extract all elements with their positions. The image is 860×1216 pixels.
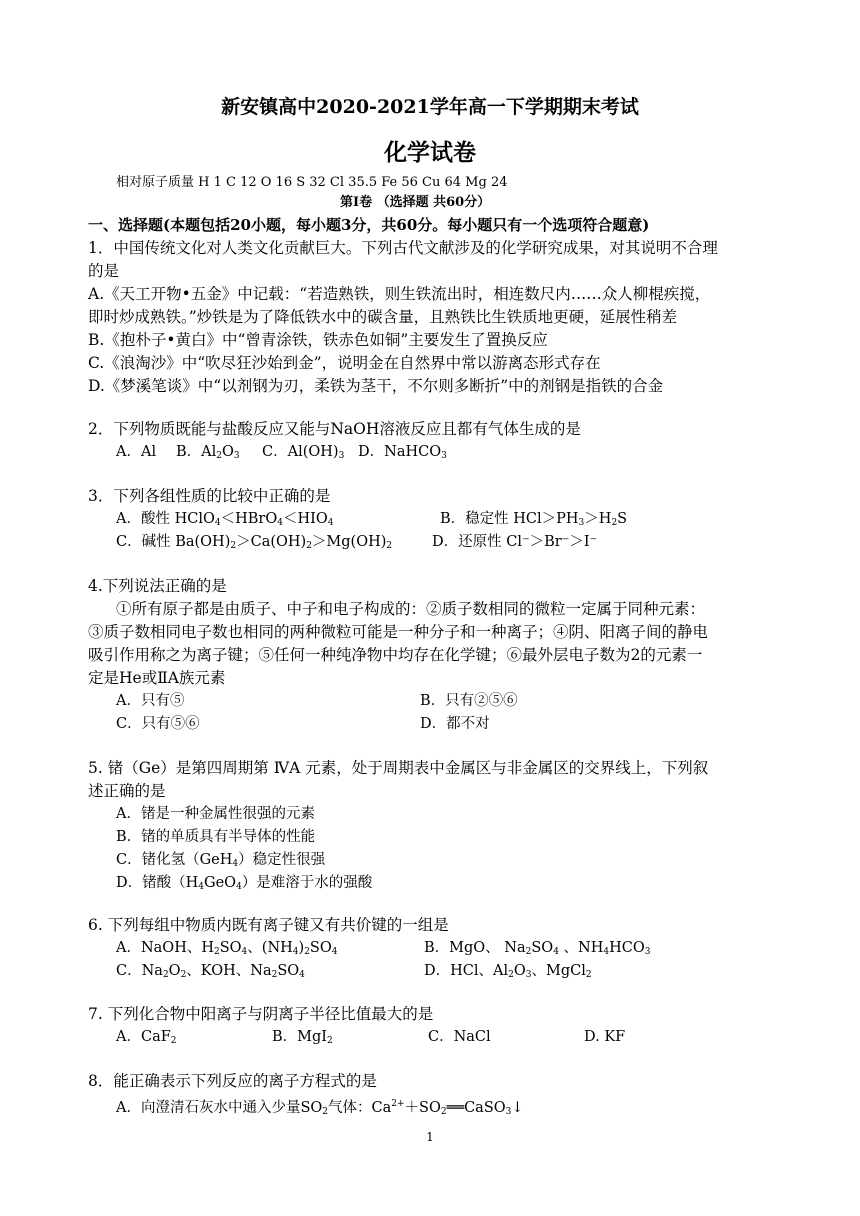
exam-title: 新安镇高中2020-2021学年高一下学期期末考试 <box>221 96 639 118</box>
q3-option-c: C．碱性 $Ba(OH)_2>Ca(OH)_2>Mg(OH)_2$ <box>116 534 393 551</box>
q2-stem: 2．下列物质既能与盐酸反应又能与NaOH溶液反应且都有气体生成的是 <box>88 420 581 438</box>
q5-option-d: D．锗酸$(H_4GeO_4)$是难溶于水的强酸 <box>116 875 373 892</box>
q5-option-a: A．锗是一种金属性很强的元素 <box>116 806 315 822</box>
q4-body-line-1: ①所有原子都是由质子、中子和电子构成的：②质子数相同的微粒一定属于同种元素： <box>116 600 706 618</box>
q1-option-b: B.《抱朴子•黄白》中“曾青涂铁，铁赤色如铜”主要发生了置换反应 <box>88 331 548 349</box>
q3-option-d: D．还原性 Cl⁻＞Br⁻＞I⁻ <box>432 534 598 550</box>
q2-option-b: B．$Al_2O_3$ <box>176 444 240 461</box>
q7-stem: 7. 下列化合物中阳离子与阴离子半径比值最大的是 <box>88 1005 434 1023</box>
part-title: 第Ⅰ卷 （选择题 共60分） <box>340 195 491 210</box>
q6-option-b: B．MgO、 $Na_2SO_4$ 、$NH_4HCO_3$ <box>424 940 651 957</box>
q8-option-a: A．向澄清石灰水中通入少量$SO_2$气体：$Ca^{2+}+SO_2══CaSO_3↓$ <box>116 1099 524 1117</box>
q1-option-a-line-2: 即时炒成熟铁。”炒铁是为了降低铁水中的碳含量，且熟铁比生铁质地更硬，延展性稍差 <box>88 308 678 326</box>
q4-option-b: B．只有②⑤⑥ <box>420 693 518 709</box>
atomic-masses: 相对原子质量 H 1 C 12 O 16 S 32 Cl 35.5 Fe 56 Cu 64 Mg 24 <box>116 175 508 190</box>
q2-option-d: D．NaHCO$_3$ <box>358 444 447 461</box>
q4-option-c: C．只有⑤⑥ <box>116 716 200 732</box>
q3-stem: 3．下列各组性质的比较中正确的是 <box>88 487 331 505</box>
q1-stem-line-1: 1．中国传统文化对人类文化贡献巨大。下列古代文献涉及的化学研究成果，对其说明不合理 <box>88 239 718 257</box>
exam-subtitle: 化学试卷 <box>384 139 476 166</box>
q1-option-d: D.《梦溪笔谈》中“以剂钢为刃，柔铁为茎干，不尔则多断折”中的剂钢是指铁的合金 <box>88 377 664 395</box>
q5-option-b: B．锗的单质具有半导体的性能 <box>116 829 316 845</box>
q5-stem-line-2: 述正确的是 <box>88 782 166 800</box>
q5-option-c: C．锗化氢（GeH$_4$）稳定性很强 <box>116 852 326 869</box>
q7-option-a: A．CaF$_2$ <box>116 1029 177 1046</box>
q7-option-c: C．NaCl <box>428 1029 491 1045</box>
q4-option-a: A．只有⑤ <box>116 693 185 709</box>
q2-option-c: C．$Al(OH)_3$ <box>262 444 345 461</box>
q2-option-a: A．Al <box>116 444 157 460</box>
q6-option-d: D．HCl、$Al_2O_3$、MgCl$_2$ <box>424 963 592 980</box>
q6-stem: 6. 下列每组中物质内既有离子键又有共价键的一组是 <box>88 916 449 934</box>
section-title: 一、选择题(本题包括20小题，每小题3分，共60分。每小题只有一个选项符合题意) <box>88 216 650 234</box>
q5-stem-line-1: 5. 锗（Ge）是第四周期第 ⅣA 元素，处于周期表中金属区与非金属区的交界线上，下列叙 <box>88 759 709 777</box>
q4-body-line-2: ③质子数相同电子数也相同的两种微粒可能是一种分子和一种离子；④阴、阳离子间的静电 <box>88 623 709 641</box>
q7-option-b: B．MgI$_2$ <box>272 1029 333 1046</box>
q7-option-d: D. KF <box>584 1029 626 1045</box>
q6-option-c: C．$Na_2O_2$、KOH、$Na_2SO_4$ <box>116 963 305 980</box>
q1-option-a-line-1: A.《天工开物•五金》中记载：“若造熟铁，则生铁流出时，相连数尺内……众人柳棍疾搅， <box>88 285 711 303</box>
q4-body-line-3: 吸引作用称之为离子键；⑤任何一种纯净物中均存在化学键；⑥最外层电子数为2的元素一 <box>88 646 703 664</box>
q6-option-a: A．NaOH、$H_2SO_4$、$(NH_4)_2SO_4$ <box>116 940 338 957</box>
q1-option-c: C.《浪淘沙》中“吹尽狂沙始到金”，说明金在自然界中常以游离态形式存在 <box>88 354 601 372</box>
q4-stem: 4.下列说法正确的是 <box>88 577 227 595</box>
q8-stem: 8．能正确表示下列反应的离子方程式的是 <box>88 1072 377 1090</box>
q3-option-a: A．酸性 $HClO_4<HBrO_4<HIO_4$ <box>116 511 334 528</box>
q4-option-d: D．都不对 <box>420 716 490 732</box>
q3-option-b: B．稳定性 $HCl>PH_3>H_2S$ <box>440 511 628 528</box>
q1-stem-line-2: 的是 <box>88 262 120 280</box>
q4-body-line-4: 定是He或ⅡA族元素 <box>88 669 226 687</box>
page-number: 1 <box>426 1130 434 1144</box>
